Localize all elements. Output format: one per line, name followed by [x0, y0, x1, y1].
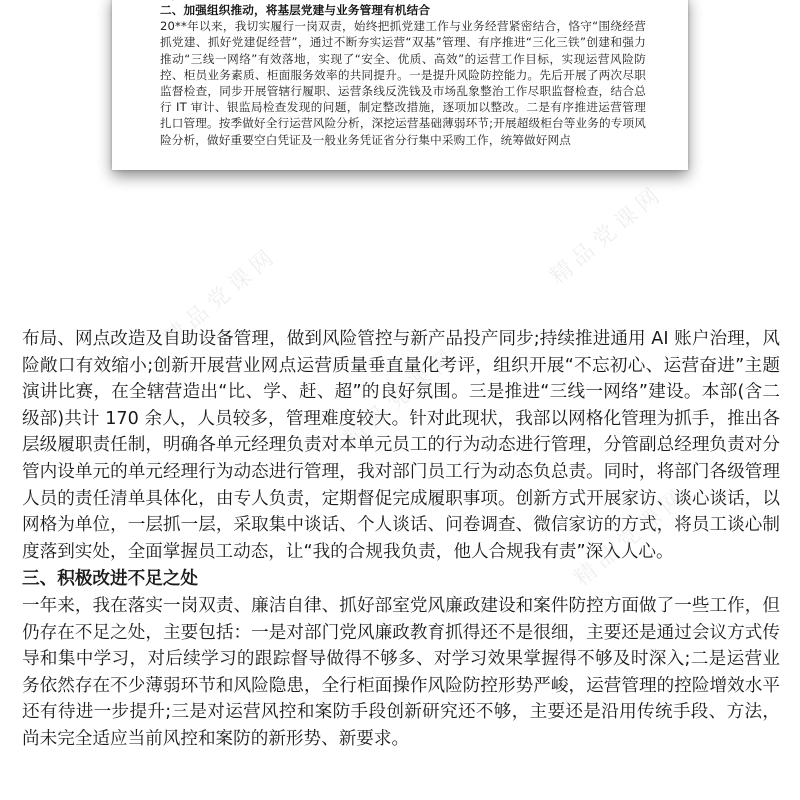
watermark-text: 精品党课网	[339, 342, 463, 452]
document-paragraph: 布局、网点改造及自助设备管理，做到风险管控与新产品投产同步;持续推进通用 AI 账户治理，风险敞口有效缩小;创新开展营业网点运营质量垂直量化考评，组织开展“不忘初心、运营奋进”主题演讲比赛，在全辖营造出“比、学、赶、超”的良好氛围。三是推进“三线一网络”建设。本部(含二级部)共计 170 余人，人员较多，管理难度较大。针对此现状，我部以网格化管理为抓手，推出各层级履职责任制，明确各单元经理负责对本单元员工的行为动态进行管理，分管副总经理负责对分管内设单元的单元经理行为动态进行管理，我对部门员工行为动态负总责。同时，将部门各级管理人员的责任清单具体化，由专人负责，定期督促完成履职事项。创新方式开展家访、谈心谈话，以网格为单位，一层抓一层，采取集中谈话、个人谈话、问卷调查、微信家访的方式，将员工谈心制度落到实处，全面掌握员工动态，让“我的合规我负责，他人合规我有责”深入人心。	[22, 329, 780, 562]
watermark-text: 精品党课网	[159, 242, 283, 352]
document-body	[22, 326, 780, 753]
preview-heading: 二、加强组织推动，将基层党建与业务管理有机结合	[160, 3, 431, 17]
section-heading: 三、积极改进不足之处	[22, 569, 198, 590]
preview-area	[0, 0, 800, 280]
document-paragraph: 一年来，我在落实一岗双责、廉洁自律、抓好部室党风廉政建设和案件防控方面做了一些工作，但仍存在不足之处，主要包括：一是对部门党风廉政教育抓得还不是很细，主要还是通过会议方式传导和集中学习，对后续学习的跟踪督导做得不够多、对学习效果掌握得不够及时深入;二是运营业务依然存在不少薄弱环节和风险隐患，全行柜面操作风险防控形势严峻，运营管理的控险增效水平还有待进一步提升;三是对运营风控和案防手段创新研究还不够，主要还是沿用传统手段、方法，尚未完全适应当前风控和案防的新形势、新要求。	[22, 595, 780, 749]
preview-text	[160, 0, 646, 148]
page-preview-card	[112, 0, 688, 170]
preview-paragraph: 20**年以来，我切实履行一岗双责，始终把抓党建工作与业务经营紧密结合，恪守“围绕经营抓党建、抓好党建促经营”，通过不断夯实运营“双基”管理、有序推进“三化三铁”创建和强力推动“三线一网络”有效落地，实现了“安全、优质、高效”的运营工作目标，实现运营风险防控、柜员业务素质、柜面服务效率的共同提升。一是提升风险防控能力。先后开展了两次尽职监督检查，同步开展管辖行履职、运营条线反洗钱及市场乱象整治工作尽职监督检查，结合总行 IT 审计、银监局检查发现的问题，制定整改措施，逐项加以整改。二是有序推进运营管理扎口管理。按季做好全行运营风险分析，深挖运营基础薄弱环节;开展超级柜台等业务的专项风险分析，做好重要空白凭证及一般业务凭证省分行集中采购工作，统筹做好网点	[160, 19, 646, 147]
watermark-text: 精品党课网	[569, 482, 693, 592]
